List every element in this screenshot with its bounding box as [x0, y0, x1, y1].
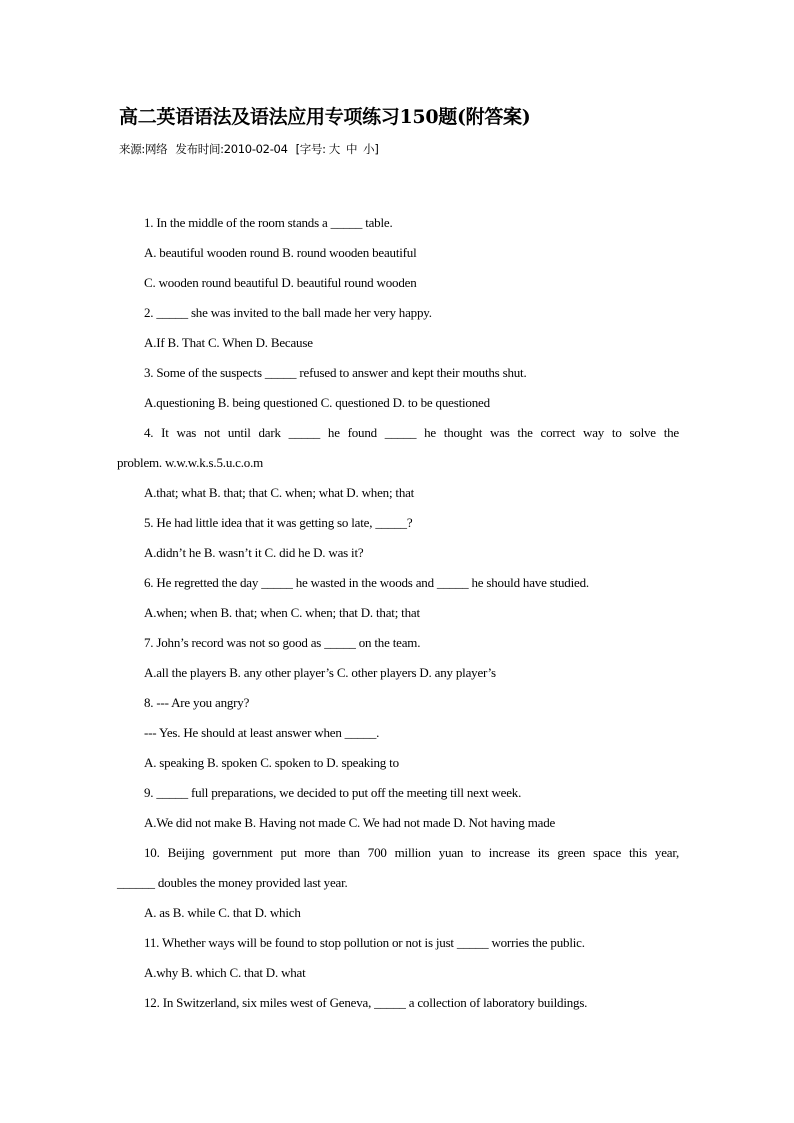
- publish-date-label: 发布时间:2010-02-04: [175, 142, 288, 156]
- question-line: 3. Some of the suspects _____ refused to answer and kept their mouths shut.: [144, 365, 527, 380]
- question-line: 2. _____ she was invited to the ball made her very happy.: [144, 305, 432, 320]
- option-line: A. speaking B. spoken C. spoken to D. speaking to: [144, 755, 399, 770]
- option-line: A.that; what B. that; that C. when; what D. when; that: [144, 485, 415, 500]
- question-line: --- Yes. He should at least answer when _____.: [144, 725, 380, 740]
- option-line: A.We did not make B. Having not made C. We had not made D. Not having made: [144, 815, 556, 830]
- option-line: A.If B. That C. When D. Because: [144, 335, 313, 350]
- question-continuation-line: problem. w.w.w.k.s.5.u.c.o.m: [117, 455, 264, 470]
- font-size-label: [字号:: [295, 142, 326, 156]
- option-line: A.why B. which C. that D. what: [144, 965, 306, 980]
- option-line: A.when; when B. that; when C. when; that D. that; that: [144, 605, 420, 620]
- option-line: A.questioning B. being questioned C. questioned D. to be questioned: [144, 395, 490, 410]
- question-line: 7. John’s record was not so good as _____ on the team.: [144, 635, 421, 650]
- question-line: 10. Beijing government put more than 700 million yuan to increase its green space this year,: [144, 845, 679, 860]
- article-meta: [119, 141, 382, 157]
- question-line: 1. In the middle of the room stands a _____ table.: [144, 215, 393, 230]
- font-size-small-link[interactable]: 小]: [363, 142, 379, 156]
- page-title: 高二英语语法及语法应用专项练习150题(附答案): [119, 106, 531, 128]
- font-size-medium-link[interactable]: 中: [345, 142, 358, 156]
- option-line: C. wooden round beautiful D. beautiful round wooden: [144, 275, 417, 290]
- question-line: 11. Whether ways will be found to stop pollution or not is just _____ worries the public.: [144, 935, 585, 950]
- question-continuation-line: ______ doubles the money provided last year.: [117, 875, 348, 890]
- question-line: 9. _____ full preparations, we decided to put off the meeting till next week.: [144, 785, 522, 800]
- option-line: A.didn’t he B. wasn’t it C. did he D. was it?: [144, 545, 364, 560]
- option-line: A. as B. while C. that D. which: [144, 905, 301, 920]
- option-line: A. beautiful wooden round B. round wooden beautiful: [144, 245, 417, 260]
- font-size-large-link[interactable]: 大: [328, 142, 340, 156]
- question-line: 12. In Switzerland, six miles west of Geneva, _____ a collection of laboratory buildings.: [144, 995, 588, 1010]
- question-line: 8. --- Are you angry?: [144, 695, 250, 710]
- option-line: A.all the players B. any other player’s C. other players D. any player’s: [144, 665, 496, 680]
- question-line: 5. He had little idea that it was getting so late, _____?: [144, 515, 413, 530]
- question-line: 4. It was not until dark _____ he found _____ he thought was the correct way to solve the: [144, 425, 679, 440]
- question-line: 6. He regretted the day _____ he wasted in the woods and _____ he should have studied.: [144, 575, 589, 590]
- source-label: 来源:网络: [119, 142, 168, 156]
